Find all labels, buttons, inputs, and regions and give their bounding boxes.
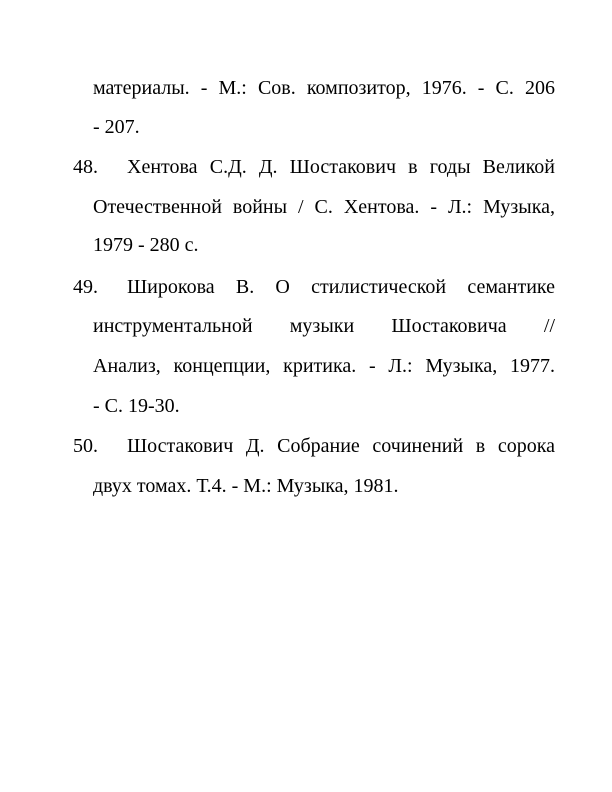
entry-text-line: - С. 19-30. [93, 395, 180, 417]
entry-text-line: Отечественной войны / С. Хентова. - Л.: Музыка, [93, 196, 555, 218]
entry-text-line: Широкова В. О стилистической семантике [127, 276, 555, 298]
entry-text-line: Шостакович Д. Собрание сочинений в сорока [127, 435, 555, 457]
entry-text-line: двух томах. Т.4. - М.: Музыка, 1981. [93, 475, 399, 497]
entry-text-line: Хентова С.Д. Д. Шостакович в годы Великой [127, 156, 555, 178]
entry-number: 50. [73, 435, 98, 457]
entry-text-line: 1979 - 280 с. [93, 234, 199, 256]
entry-text-line: Анализ, концепции, критика. - Л.: Музыка, 1977. [93, 355, 555, 377]
entry-number: 49. [73, 276, 98, 298]
continuation-line-2: - 207. [93, 116, 140, 138]
entry-number: 48. [73, 156, 98, 178]
entry-text-line: инструментальной музыки Шостаковича // [93, 315, 555, 337]
continuation-line-1: материалы. - М.: Сов. композитор, 1976. - С. 206 [93, 77, 555, 99]
